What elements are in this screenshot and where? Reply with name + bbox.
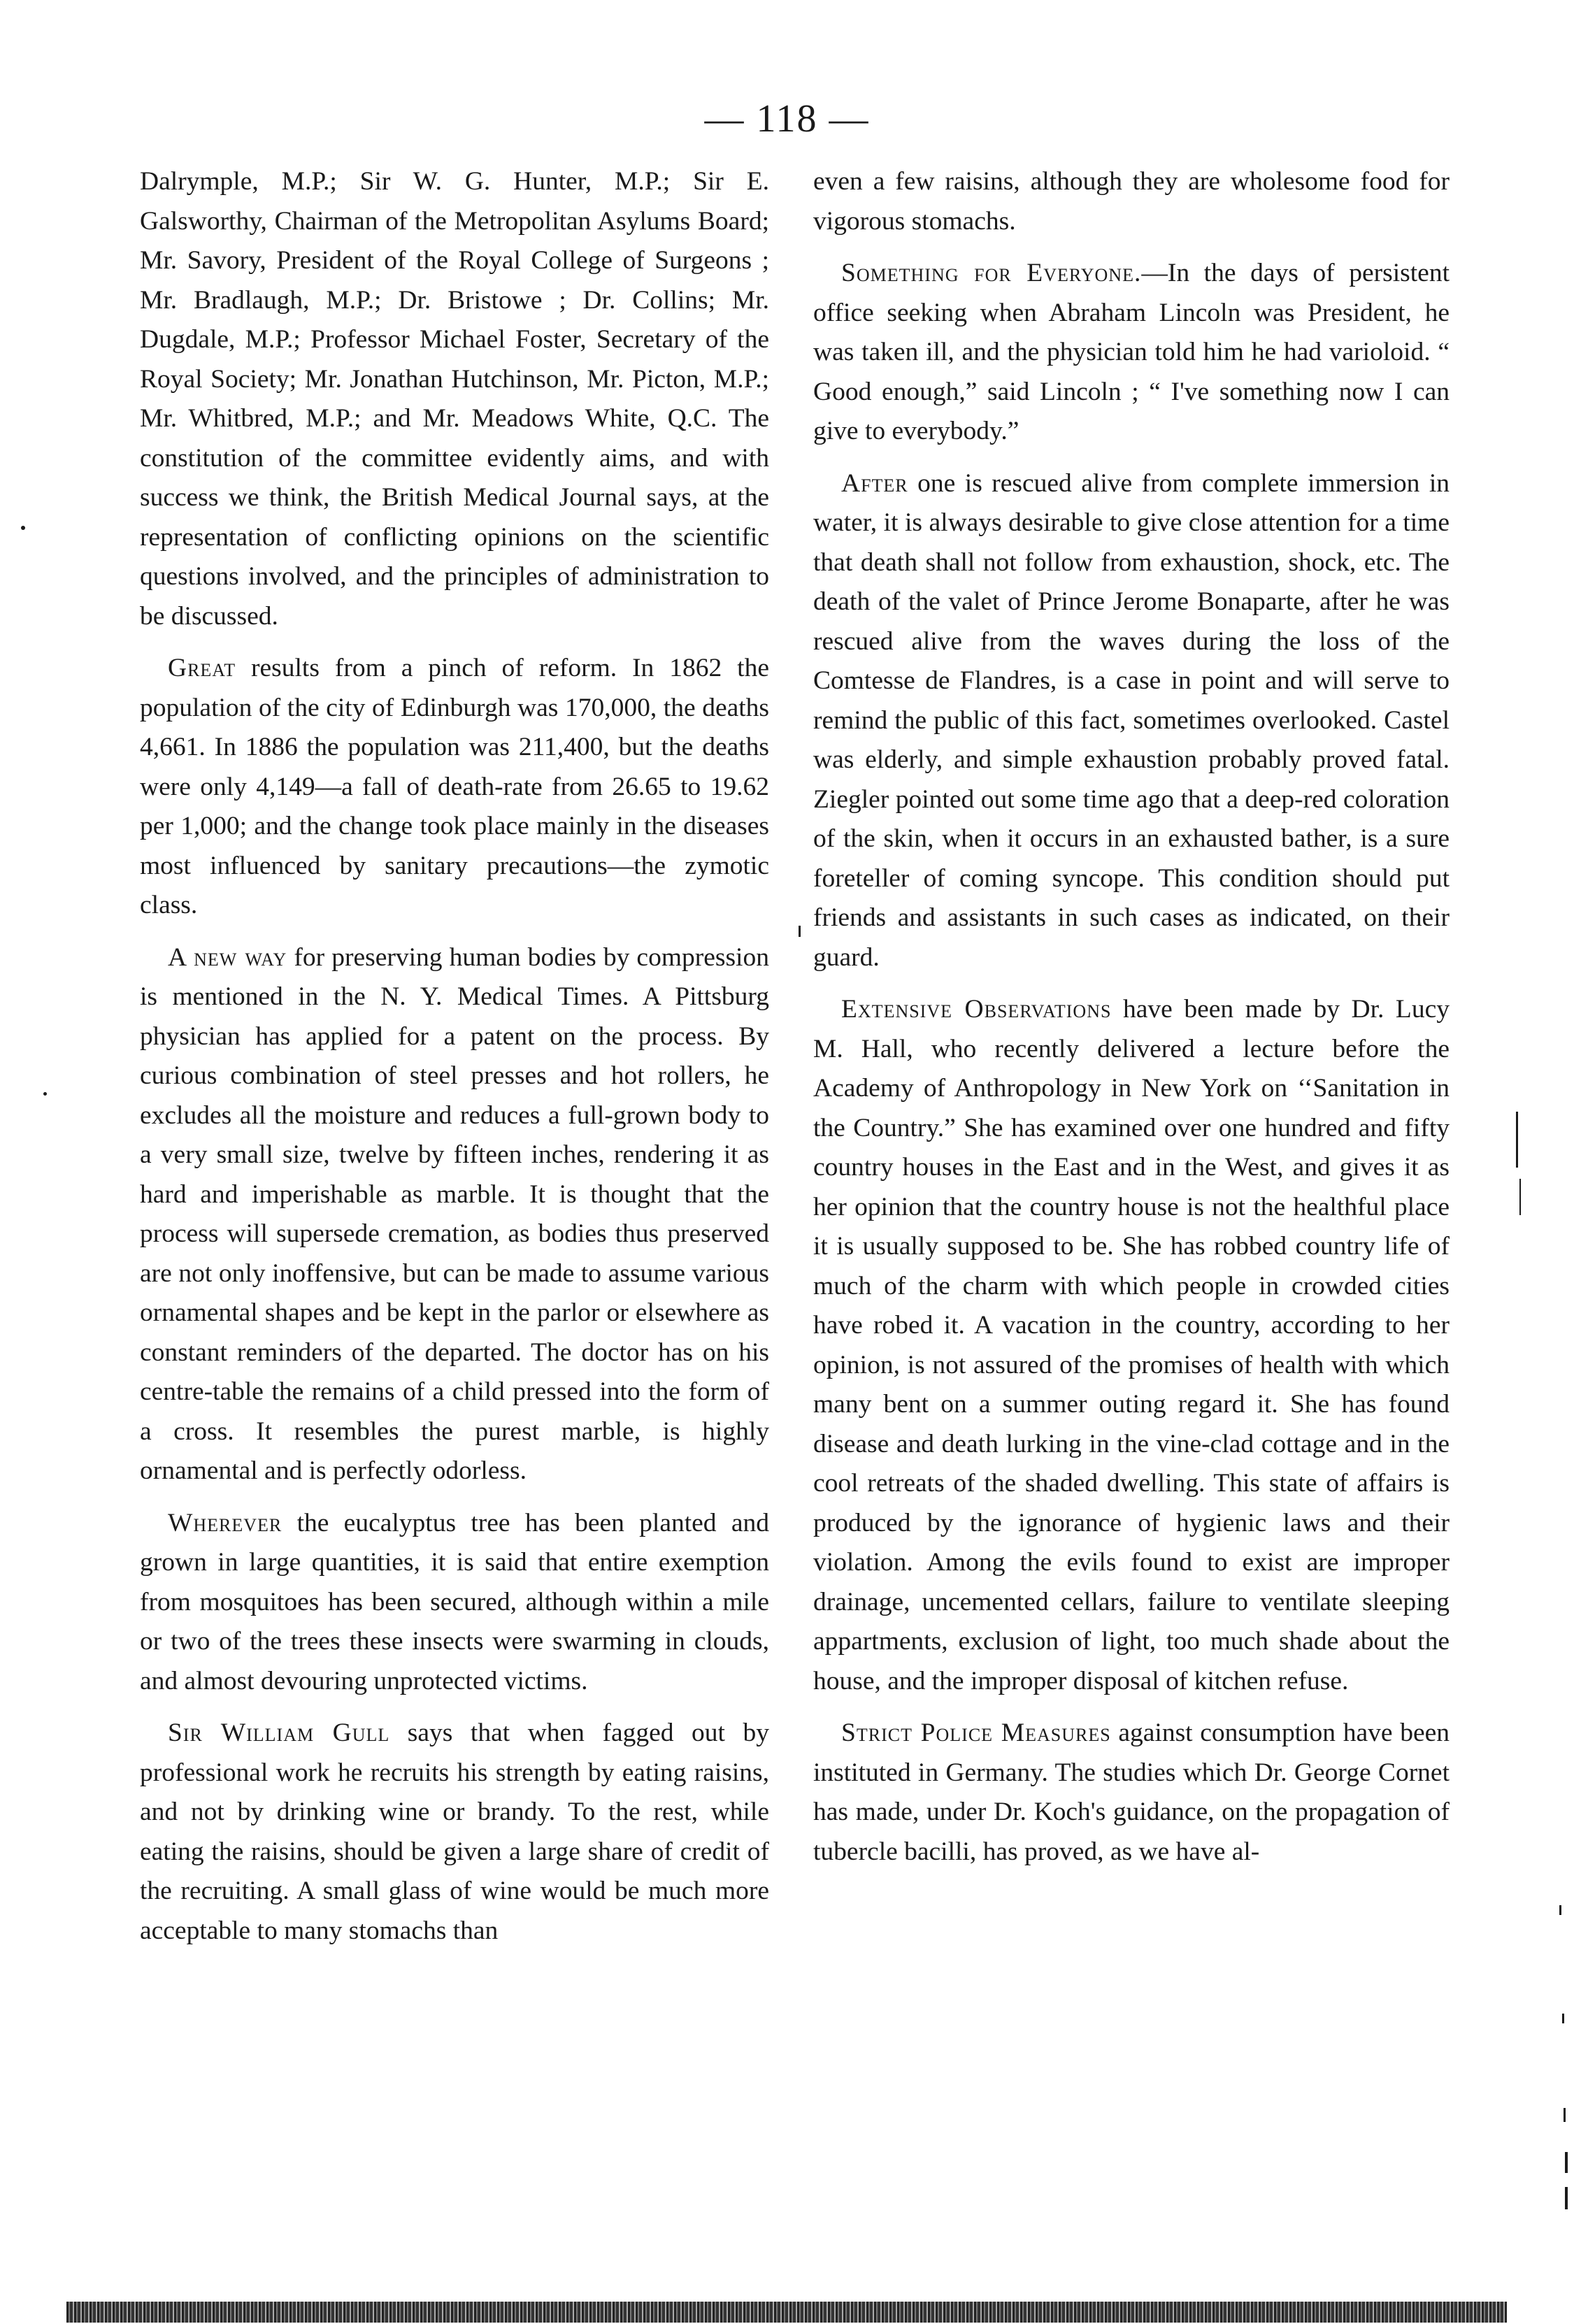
left-column bbox=[140, 162, 769, 1963]
margin-tick bbox=[1565, 2187, 1568, 2209]
paragraph-lincoln bbox=[813, 254, 1450, 452]
paragraph-raisins-continued: even a few raisins, although they are wholesome food for vigorous stomachs. bbox=[813, 167, 1450, 236]
lead-words: Sir William Gull bbox=[168, 1719, 390, 1747]
margin-rule bbox=[1519, 1179, 1521, 1215]
paragraph-eucalyptus bbox=[140, 1504, 769, 1702]
paragraph-body: against consumption have been instituted in Germany. The studies which Dr. George Cornet has made, under Dr. Koch's guidance, on the propagation of tubercle bacilli, has proved, as we have al- bbox=[813, 1719, 1450, 1866]
page-number: — 118 — bbox=[704, 97, 870, 141]
paragraph-observations bbox=[813, 990, 1450, 1701]
lead-words: After bbox=[841, 468, 908, 498]
paragraph-preserving-bodies bbox=[140, 938, 769, 1491]
paragraph-rescued-alive bbox=[813, 464, 1450, 978]
lead-words: Great bbox=[168, 654, 236, 682]
lead-words: A new way bbox=[168, 942, 287, 972]
paragraph-body: the eucalyptus tree has been planted and grown in large quantities, it is said that entire exemption from mosquitoes has been secured, although within a mile or two of the trees these insects were swarming in clouds, and almost devouring unprotected victims. bbox=[140, 1508, 769, 1695]
paragraph-body: have been made by Dr. Lucy M. Hall, who recently delivered a lecture before the Academy of Anthropology in New York on ‘‘Sanitation in the Country.” She has examined over one hundred and fifty country houses in the East and in the West, and gives it as her opinion that the country house is not the healthful place it is usually supposed to be. She has robbed country life of much of the charm with which people in crowded cities have robed it. A vacation in the country, according to her opinion, is not assured of the promises of health with which many bent on a summer outing regard it. She has found disease and death lurking in the vine-clad cottage and in the cool retreats of the shaded dwelling. This state of affairs is produced by the ignorance of hygienic laws and their violation. Among the evils found to exist are improper drainage, uncemented cellars, failure to ventilate sleeping appartments, exclusion of light, too much shade about the house, and the improper disposal of kitchen refuse. bbox=[813, 995, 1450, 1695]
margin-rule bbox=[1516, 1112, 1518, 1168]
lead-words: Wherever bbox=[168, 1508, 282, 1537]
margin-tick bbox=[799, 926, 801, 937]
scan-edge-band bbox=[66, 2302, 1507, 2323]
paragraph-body: for preserving human bodies by compression is mentioned in the N. Y. Medical Times. A Pittsburg physician has applied for a patent on the process. By curious combination of steel presses and hot rollers, he excludes all the moisture and reduces a full-grown body to a very small size, twelve by fifteen inches, rendering it as hard and imperishable as marble. It is thought that the process will supersede cremation, as bodies thus preserved are not only inoffensive, but can be made to assume various ornamental shapes and be kept in the parlor or elsewhere as constant reminders of the departed. The doctor has on his centre-table the remains of a child pressed into the form of a cross. It resembles the purest marble, is highly ornamental and is perfectly odorless. bbox=[140, 942, 769, 1485]
paragraph-body: —In the days of persistent office seeking when Abraham Lincoln was President, he was taken ill, and the physician told him he had varioloid. “ Good enough,” said Lincoln ; “ I've something now I can give to everybody.” bbox=[813, 259, 1450, 445]
margin-tick bbox=[1565, 2152, 1568, 2173]
paragraph-police-measures bbox=[813, 1714, 1450, 1872]
margin-tick bbox=[1564, 2108, 1566, 2122]
paragraph-committee: Dalrymple, M.P.; Sir W. G. Hunter, M.P.; Sir E. Galsworthy, Chairman of the Metropolitan Asylums Board; Mr. Savory, President of the Royal College of Surgeons ; Mr. Bradlaugh, M.P.; Dr. Bristowe ; Dr. Collins; Mr. Dugdale, M.P.; Professor Michael Foster, Secretary of the Royal Society; Mr. Jonathan Hutchinson, Mr. Picton, M.P.; Mr. Whitbred, M.P.; and Mr. Meadows White, Q.C. The constitution of the committee evidently aims, and with success we think, the British Medical Journal says, at the representation of conflicting opinions on the scientific questions involved, and the principles of administration to be discussed. bbox=[140, 167, 769, 631]
margin-dot bbox=[21, 526, 25, 530]
paragraph-william-gull bbox=[140, 1714, 769, 1951]
margin-tick bbox=[1559, 1905, 1561, 1915]
paragraph-edinburgh bbox=[140, 649, 769, 926]
paragraph-body: one is rescued alive from complete immersion in water, it is always desirable to give close attention for a time that death shall not follow from exhaustion, shock, etc. The death of the valet of Prince Jerome Bonaparte, after he was rescued alive from the waves during the loss of the Comtesse de Flandres, is a case in point and will serve to remind the public of this fact, sometimes overlooked. Castel was elderly, and simple exhaustion probably proved fatal. Ziegler pointed out some time ago that a deep-red coloration of the skin, when it occurs in an exhausted bather, is a sure foreteller of coming syncope. This condition should put friends and assistants in such cases as indicated, on their guard. bbox=[813, 468, 1450, 972]
lead-words: Strict Police Measures bbox=[841, 1719, 1111, 1747]
margin-tick bbox=[1562, 2014, 1564, 2023]
paragraph-body: results from a pinch of reform. In 1862 the population of the city of Edinburgh was 170,000, the deaths 4,661. In 1886 the population was 211,400, but the deaths were only 4,149—a fall of death-rate from 26.65 to 19.62 per 1,000; and the change took place mainly in the diseases most influenced by sanitary precautions—the zymotic class. bbox=[140, 654, 769, 919]
paragraph-body: says that when fagged out by professional work he recruits his strength by eating raisins, and not by drinking wine or brandy. To the rest, while eating the raisins, should be given a large share of credit of the recruiting. A small glass of wine would be much more acceptable to many stomachs than bbox=[140, 1719, 770, 1945]
lead-words: Extensive Observations bbox=[841, 995, 1112, 1024]
lead-words: Something for Everyone. bbox=[841, 259, 1142, 287]
margin-dot bbox=[43, 1092, 47, 1096]
right-column bbox=[813, 162, 1450, 1884]
